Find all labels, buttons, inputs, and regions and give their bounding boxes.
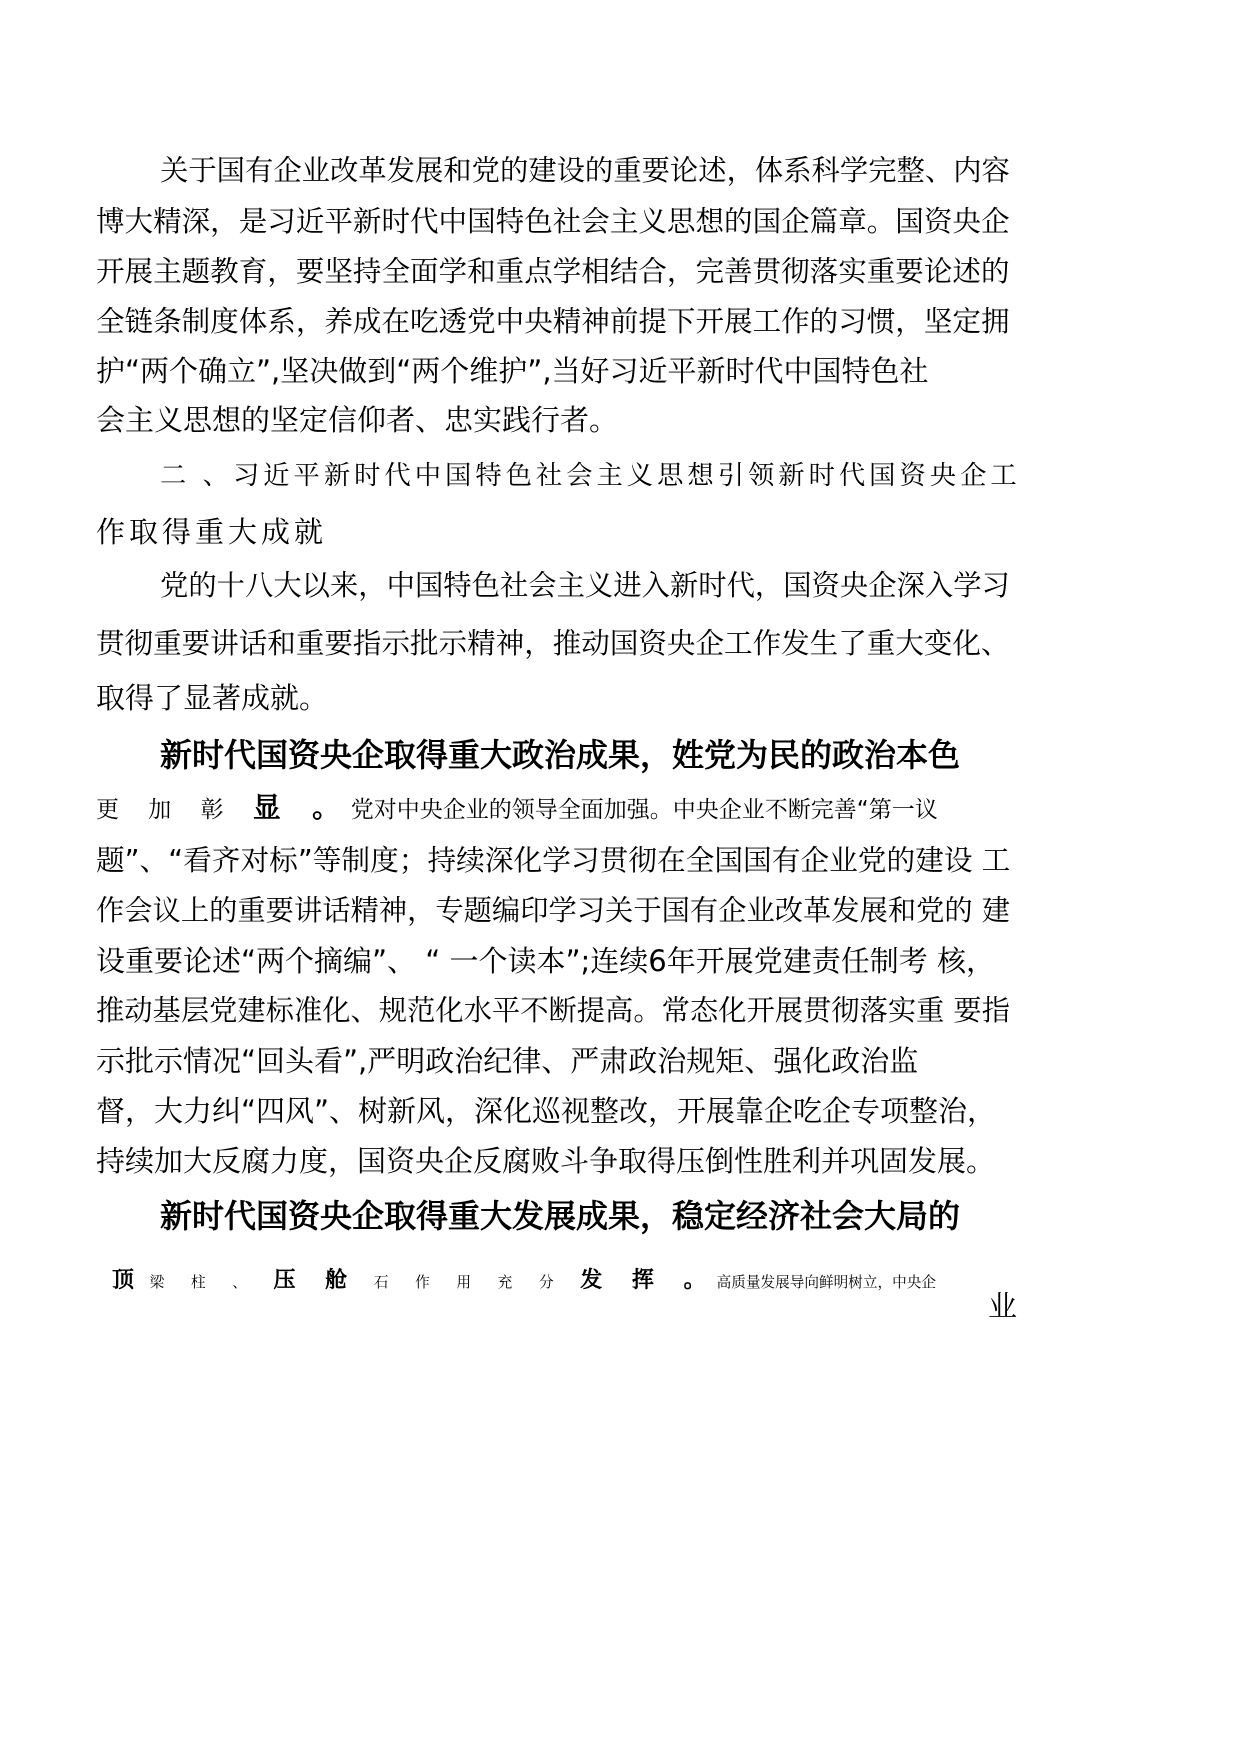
development-seg-6: 高质量发展导向鲜明树立，中央企 <box>716 1274 937 1291</box>
political-line-5: 设重要论述“两个摘编”、 “ 一个读本”;连续6年开展党建责任制考 核， <box>96 944 995 978</box>
development-overflow-char: 业 <box>988 1289 1018 1323</box>
political-line-7: 示批示情况“回头看”,严明政治纪律、严肃政治规矩、强化政治监 <box>96 1044 919 1078</box>
p2-line-2: 贯彻重要讲话和重要指示批示精神，推动国资央企工作发生了重大变化、 <box>96 626 1010 660</box>
development-seg-1: 顶 <box>112 1268 135 1293</box>
section-heading-line-1: 二 、习近平新时代中国特色社会主义思想引领新时代国资央企工 <box>160 461 1021 491</box>
political-line-6: 推动基层党建标准化、规范化水平不断提高。常态化开展贯彻落实重 要指 <box>96 994 1010 1027</box>
political-line-8: 督，大力纠“四风”、树新风，深化巡视整改，开展靠企吃企专项整治， <box>96 1094 997 1128</box>
development-heading-line: 新时代国资央企取得重大发展成果，稳定经济社会大局的 <box>160 1197 961 1235</box>
section-heading-line-2: 作取得重大成就 <box>96 515 328 549</box>
p1-line-1: 关于国有企业改革发展和党的建设的重要论述，体系科学完整、内容 <box>160 154 1010 187</box>
p1-line-6: 会主义思想的坚定信仰者、忠实践行者。 <box>96 403 619 437</box>
p1-line-4: 全链条制度体系，养成在吃透党中央精神前提下开展工作的习惯，坚定拥 <box>96 304 1010 338</box>
political-line-4: 作会议上的重要讲话精神，专题编印学习关于国有企业改革发展和党的 建 <box>96 894 1010 927</box>
development-seg-5: 发 挥 。 <box>580 1268 717 1293</box>
political-bold-tail-b: 显 。 <box>252 791 351 824</box>
political-line-2 <box>96 790 938 826</box>
political-line-3: 题”、“看齐对标”等制度；持续深化学习贯彻在全国国有企业党的建设 工 <box>96 843 1011 877</box>
political-line-9: 持续加大反腐力度，国资央企反腐败斗争取得压倒性胜利并巩固发展。 <box>96 1144 996 1178</box>
p1-line-2: 博大精深，是习近平新时代中国特色社会主义思想的国企篇章。国资央企 <box>96 204 1010 238</box>
development-seg-4: 石 作 用 充 分 <box>358 1274 581 1291</box>
p1-line-3: 开展主题教育，要坚持全面学和重点学相结合，完善贯彻落实重要论述的 <box>96 254 1010 288</box>
political-bold-tail-a: 更 加 彰 <box>96 797 253 823</box>
p2-line-3: 取得了显著成就。 <box>96 681 329 715</box>
political-line-2-text: 党对中央企业的领导全面加强。中央企业不断完善“第一议 <box>350 797 938 823</box>
development-seg-3: 压 舱 <box>273 1268 359 1293</box>
development-line-2 <box>112 1262 936 1298</box>
development-seg-2: 梁 柱 、 <box>134 1274 274 1291</box>
p2-line-1: 党的十八大以来，中国特色社会主义进入新时代，国资央企深入学习 <box>160 569 1010 602</box>
political-heading-line: 新时代国资央企取得重大政治成果，姓党为民的政治本色 <box>160 736 961 774</box>
p1-line-5: 护“两个确立”,坚决做到“两个维护”,当好习近平新时代中国特色社 <box>96 354 929 388</box>
